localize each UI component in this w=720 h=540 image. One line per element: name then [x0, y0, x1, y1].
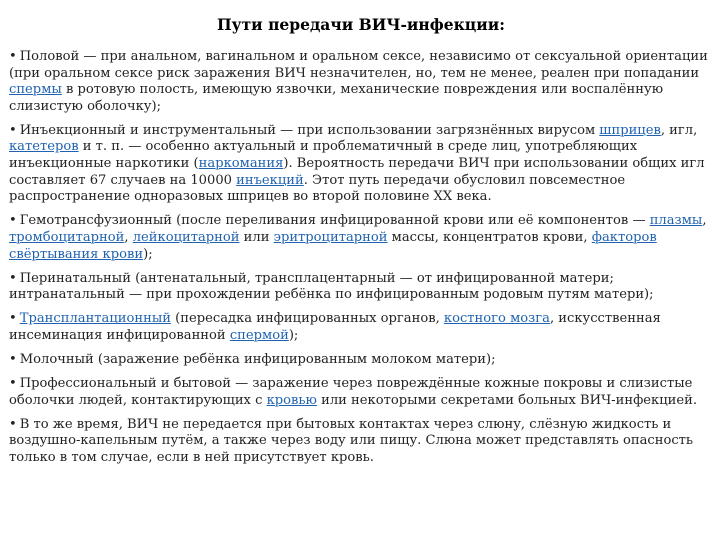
paragraph-text: (пересадка инфицированных органов, — [170, 311, 444, 327]
term-link[interactable]: плазмы — [649, 213, 703, 229]
term-link[interactable]: шприцев — [599, 122, 661, 138]
route-item-blood-transfusion — [9, 213, 713, 263]
paragraph-text: массы, концентратов крови, — [387, 229, 592, 245]
bullet-marker: • — [9, 49, 17, 64]
bullet-marker: • — [9, 416, 17, 432]
bullet-marker: • — [9, 352, 17, 367]
term-link[interactable]: наркомания — [198, 156, 284, 172]
term-link[interactable]: лейкоцитарной — [132, 229, 240, 245]
paragraph-text: Молочный (заражение ребёнка инфицированным молоком матери); — [19, 352, 496, 367]
paragraph-text: или некоторыми секретами больных ВИЧ-инфекцией. — [316, 392, 698, 408]
page-title: Пути передачи ВИЧ-инфекции: — [217, 15, 505, 34]
transmission-routes-list — [9, 49, 713, 467]
paragraph-text: . Этот путь передачи обусловил повсеместное распространение одноразовых шприцев во второй половине XX века. — [9, 172, 626, 205]
term-link[interactable]: факторов свёртывания крови — [9, 229, 657, 262]
paragraph-text: Гемотрансфузионный (после переливания инфицированной крови или её компонентов — — [19, 213, 650, 229]
route-item-sexual — [9, 49, 713, 115]
route-item-transplantation — [9, 311, 713, 344]
term-link[interactable]: катетеров — [9, 139, 79, 155]
term-link[interactable]: кровью — [266, 392, 317, 408]
bullet-marker: • — [9, 376, 17, 392]
term-link[interactable]: костного мозга — [443, 311, 550, 327]
term-link[interactable]: спермой — [229, 327, 289, 343]
bullet-marker: • — [9, 213, 17, 229]
paragraph-text: Профессиональный и бытовой — заражение через повреждённые кожные покровы и слизистые оболочки людей, контактирующих с — [9, 376, 693, 408]
paragraph-text: , игл, — [660, 122, 698, 138]
term-link[interactable]: эритроцитарной — [273, 229, 388, 245]
paragraph-text: , — [124, 229, 133, 245]
route-item-injection — [9, 123, 713, 206]
bullet-marker: • — [9, 270, 17, 286]
term-link[interactable]: тромбоцитарной — [9, 229, 125, 245]
paragraph-text: , — [702, 213, 707, 229]
paragraph-text: ); — [288, 327, 299, 343]
paragraph-text: ). Вероятность передачи ВИЧ при использовании общих игл составляет 67 случаев на 10000 — [9, 156, 705, 188]
paragraph-text: в ротовую полость, имеющую язвочки, механические повреждения или воспалённую слизистую оболочку); — [9, 82, 664, 114]
paragraph-text: ); — [143, 246, 153, 262]
route-item-occupational — [9, 376, 713, 409]
route-item-perinatal — [9, 271, 713, 304]
paragraph-text: или — [239, 229, 274, 245]
paragraph-text: Инъекционный и инструментальный — при использовании загрязнённых вирусом — [19, 122, 600, 138]
paragraph-text: Половой — при анальном, вагинальном и оральном сексе, независимо от сексуальной ориентации (при оральном сексе риск заражения ВИЧ незначителен, но, тем не менее, реален при попадании — [9, 49, 708, 81]
paragraph-text: и т. п. — особенно актуальный и проблематичный в среде лиц, употребляющих инъекционные наркотики ( — [9, 139, 638, 172]
term-link[interactable]: инъекций — [236, 172, 304, 188]
route-item-non-transmission — [9, 417, 713, 467]
bullet-marker: • — [9, 122, 17, 138]
bullet-marker: • — [9, 311, 17, 327]
route-item-breast-milk — [9, 352, 713, 369]
paragraph-text: , искусственная инсеминация инфицированной — [9, 311, 661, 343]
term-link[interactable]: Трансплантационный — [19, 311, 171, 327]
paragraph-text: В то же время, ВИЧ не передается при бытовых контактах через слюну, слёзную жидкость и воздушно-капельным путём, а также через воду или пищу. Слюна может представлять опасность только в том случае, если в ней присутствует кровь. — [9, 416, 694, 465]
paragraph-text: Перинатальный (антенатальный, трансплацентарный — от инфицированной матери; интранатальный — при прохождении ребёнка по инфицированным родовым путям матери); — [9, 270, 654, 303]
term-link[interactable]: спермы — [9, 82, 62, 98]
